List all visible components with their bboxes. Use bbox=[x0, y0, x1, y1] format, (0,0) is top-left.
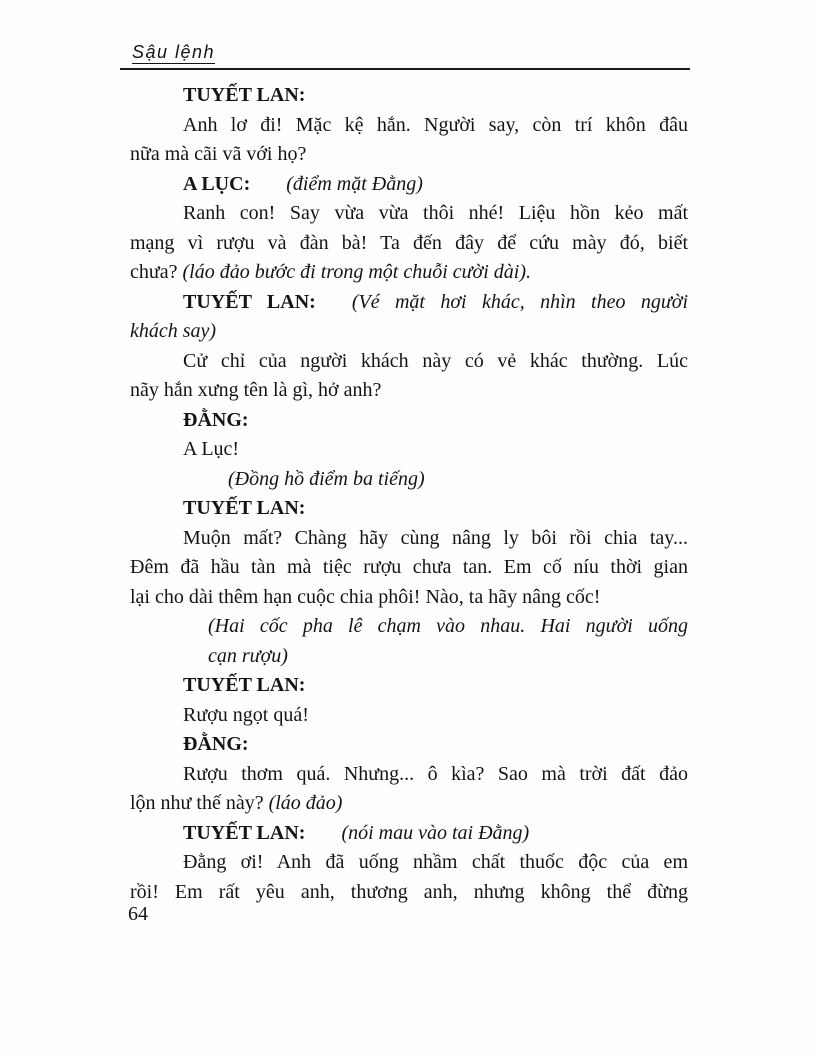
speaker-name: TUYẾT LAN: bbox=[183, 497, 306, 519]
text-line bbox=[130, 789, 688, 819]
dialogue-text: A Lục! bbox=[183, 438, 240, 460]
text-line bbox=[130, 111, 688, 141]
dialogue-text: nữa mà cãi vã với họ? bbox=[130, 143, 307, 165]
stage-direction: (điểm mặt Đằng) bbox=[286, 172, 423, 195]
speaker-name: TUYẾT LAN: bbox=[183, 674, 306, 696]
dialogue-text: mạng vì rượu và đàn bà! Ta đến đây để cứu mày đó, biết bbox=[130, 231, 688, 254]
text-line bbox=[130, 229, 688, 259]
text-line bbox=[130, 199, 688, 229]
stage-direction: (Hai cốc pha lê chạm vào nhau. Hai người uống bbox=[208, 615, 688, 637]
stage-direction: (Đồng hồ điểm ba tiếng) bbox=[228, 467, 425, 490]
dialogue-text: Ranh con! Say vừa vừa thôi nhé! Liệu hồn kẻo mất bbox=[183, 202, 688, 224]
text-line bbox=[130, 170, 688, 200]
stage-direction: cạn rượu) bbox=[208, 644, 288, 667]
stage-direction: khách say) bbox=[130, 320, 217, 342]
page-number: 64 bbox=[128, 903, 148, 925]
text-line bbox=[130, 376, 688, 406]
text-line bbox=[130, 494, 688, 524]
text-line bbox=[130, 878, 688, 908]
speaker-name: TUYẾT LAN: bbox=[183, 821, 306, 844]
text-line bbox=[130, 524, 688, 554]
speaker-name: ĐẰNG: bbox=[183, 408, 249, 431]
dialogue-text: Đằng ơi! Anh đã uống nhầm chất thuốc độc của em bbox=[183, 851, 688, 873]
text-line bbox=[130, 81, 688, 111]
text-line bbox=[130, 760, 688, 790]
running-header bbox=[120, 42, 690, 70]
text-line bbox=[130, 642, 688, 672]
text-line bbox=[130, 435, 688, 465]
speaker-name: TUYẾT LAN: bbox=[183, 84, 306, 106]
dialogue-text: Anh lơ đi! Mặc kệ hắn. Người say, còn trí khôn đâu bbox=[183, 113, 688, 136]
text-line bbox=[130, 258, 688, 288]
running-header-title: Sậu lệnh bbox=[132, 42, 216, 62]
dialogue-text: chưa? bbox=[130, 261, 183, 283]
dialogue-text: Đêm đã hầu tàn mà tiệc rượu chưa tan. Em cố níu thời gian bbox=[130, 556, 688, 578]
speaker-name: ĐẰNG: bbox=[183, 733, 249, 755]
stage-direction: (láo đảo) bbox=[268, 792, 343, 814]
dialogue-text: Cử chỉ của người khách này có vẻ khác thường. Lúc bbox=[183, 349, 688, 372]
page-body bbox=[130, 81, 688, 907]
text-line bbox=[130, 140, 688, 170]
stage-direction: (Vé mặt hơi khác, nhìn theo người bbox=[351, 290, 688, 313]
dialogue-text: rồi! Em rất yêu anh, thương anh, nhưng không thể đừng bbox=[130, 880, 688, 903]
speaker-name: A LỤC: bbox=[183, 172, 251, 195]
speaker-name: TUYẾT LAN: bbox=[183, 290, 316, 313]
text-line bbox=[130, 819, 688, 849]
text-line bbox=[130, 317, 688, 347]
dialogue-text: Rượu ngọt quá! bbox=[183, 703, 309, 726]
text-line bbox=[130, 465, 688, 495]
dialogue-text: lại cho dài thêm hạn cuộc chia phôi! Nào, ta hãy nâng cốc! bbox=[130, 585, 601, 608]
stage-direction: (nói mau vào tai Đằng) bbox=[341, 821, 530, 844]
dialogue-text: nãy hắn xưng tên là gì, hở anh? bbox=[130, 379, 382, 401]
text-line bbox=[130, 583, 688, 613]
text-line bbox=[130, 730, 688, 760]
dialogue-text: Rượu thơm quá. Nhưng... ô kìa? Sao mà trời đất đảo bbox=[183, 762, 688, 785]
text-line bbox=[130, 612, 688, 642]
text-line bbox=[130, 701, 688, 731]
text-line bbox=[130, 406, 688, 436]
text-line bbox=[130, 347, 688, 377]
text-line bbox=[130, 553, 688, 583]
text-line bbox=[130, 288, 688, 318]
text-line bbox=[130, 848, 688, 878]
text-line bbox=[130, 671, 688, 701]
stage-direction: (láo đảo bước đi trong một chuỗi cười dài). bbox=[182, 261, 531, 283]
dialogue-text: lộn như thế này? bbox=[130, 792, 269, 814]
dialogue-text: Muộn mất? Chàng hãy cùng nâng ly bôi rồi chia tay... bbox=[183, 526, 688, 549]
